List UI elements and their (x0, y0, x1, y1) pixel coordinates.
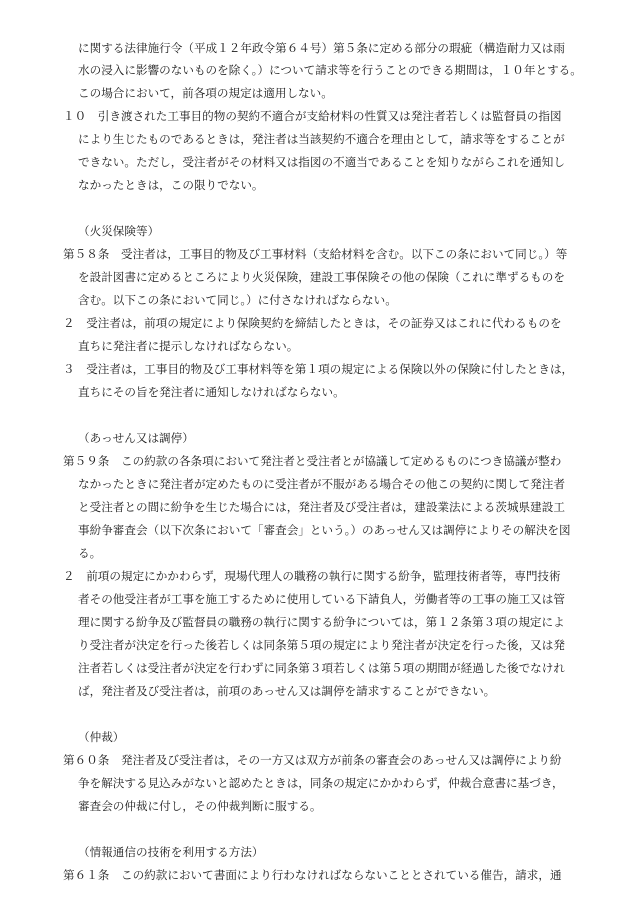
section-title-mediation: （あっせん又は調停） (78, 431, 194, 445)
text-line: できない。ただし，受注者がその材料又は指図の不適当であることを知りながらこれを通知し (78, 155, 565, 169)
clause-3-heading: ３ 受注者は，工事目的物及び工事材料等を第１項の規定による保険以外の保険に付したときは， (63, 362, 574, 376)
article-61-heading: 第６１条 この約款において書面により行わなければならないこととされている催告，請求，通 (63, 868, 562, 882)
article-60-heading: 第６０条 発注者及び受注者は，その一方又は双方が前条の審査会のあっせん又は調停により紛 (63, 753, 562, 767)
text-line: 注者若しくは受注者が決定を行わずに同条第３項若しくは第５項の期間が経過した後でなけれ (78, 661, 565, 675)
text-line: 事紛争審査会（以下次条において「審査会」という。）のあっせん又は調停によりその解決を図 (78, 523, 571, 537)
text-line: に関する法律施行令（平成１２年政令第６４号）第５条に定める部分の瑕疵（構造耐力又は雨 (78, 41, 565, 55)
section-title-arbitration: （仲裁） (78, 730, 125, 744)
clause-10-heading: １０ 引き渡された工事目的物の契約不適合が支給材料の性質又は発注者若しくは監督員の指図 (63, 109, 562, 123)
clause-2-heading: ２ 前項の規定にかかわらず，現場代理人の職務の執行に関する紛争，監理技術者等，専門技術 (63, 569, 561, 583)
text-line: 者その他受注者が工事を施工するために使用している下請負人，労働者等の工事の施工又は管 (78, 592, 565, 606)
article-58-heading: 第５８条 受注者は，工事目的物及び工事材料（支給材料を含む。以下この条において同じ。）等 (63, 247, 568, 261)
text-line: 含む。以下この条において同じ。）に付さなければならない。 (78, 293, 397, 307)
text-line: ば，発注者及び受注者は，前項のあっせん又は調停を請求することができない。 (78, 684, 496, 698)
text-line: 水の浸入に影響のないものを除く。）について請求等を行うことのできる期間は，１０年とする。 (78, 63, 582, 77)
text-line: 直ちにその旨を発注者に通知しなければならない。 (78, 385, 345, 399)
text-line: 審査会の仲裁に付し，その仲裁判断に服する。 (78, 799, 322, 813)
text-line: 争を解決する見込みがないと認めたときは，同条の規定にかかわらず，仲裁合意書に基づき， (78, 776, 564, 790)
text-line: 直ちに発注者に提示しなければならない。 (78, 339, 299, 353)
text-line: と受注者との間に紛争を生じた場合には，発注者及び受注者は，建設業法による茨城県建設工 (78, 500, 565, 514)
text-line: 理に関する紛争及び監督員の職務の執行に関する紛争については，第１２条第３項の規定によ (78, 615, 565, 629)
section-title-ict-methods: （情報通信の技術を利用する方法） (78, 845, 264, 859)
article-59-heading: 第５９条 この約款の各条項において発注者と受注者とが協議して定めるものにつき協議が整わ (63, 454, 562, 468)
text-line: なかったときは，この限りでない。 (78, 178, 264, 192)
text-line: により生じたものであるときは，発注者は当該契約不適合を理由として，請求等をすることが (78, 132, 565, 146)
text-line: この場合において，前各項の規定は適用しない。 (78, 86, 333, 100)
text-line: なかったときに発注者が定めたものに受注者が不服がある場合その他この契約に関して発注者 (78, 477, 565, 491)
text-line: る。 (78, 546, 102, 560)
clause-2-heading: ２ 受注者は，前項の規定により保険契約を締結したときは，その証券又はこれに代わるものを (63, 316, 562, 330)
text-line: を設計図書に定めるところにより火災保険，建設工事保険その他の保険（これに準ずるものを (78, 270, 565, 284)
text-line: り受注者が決定を行った後若しくは同条第５項の規定により発注者が決定を行った後，又は発 (78, 638, 565, 652)
section-title-fire-insurance: （火災保険等） (78, 224, 160, 238)
